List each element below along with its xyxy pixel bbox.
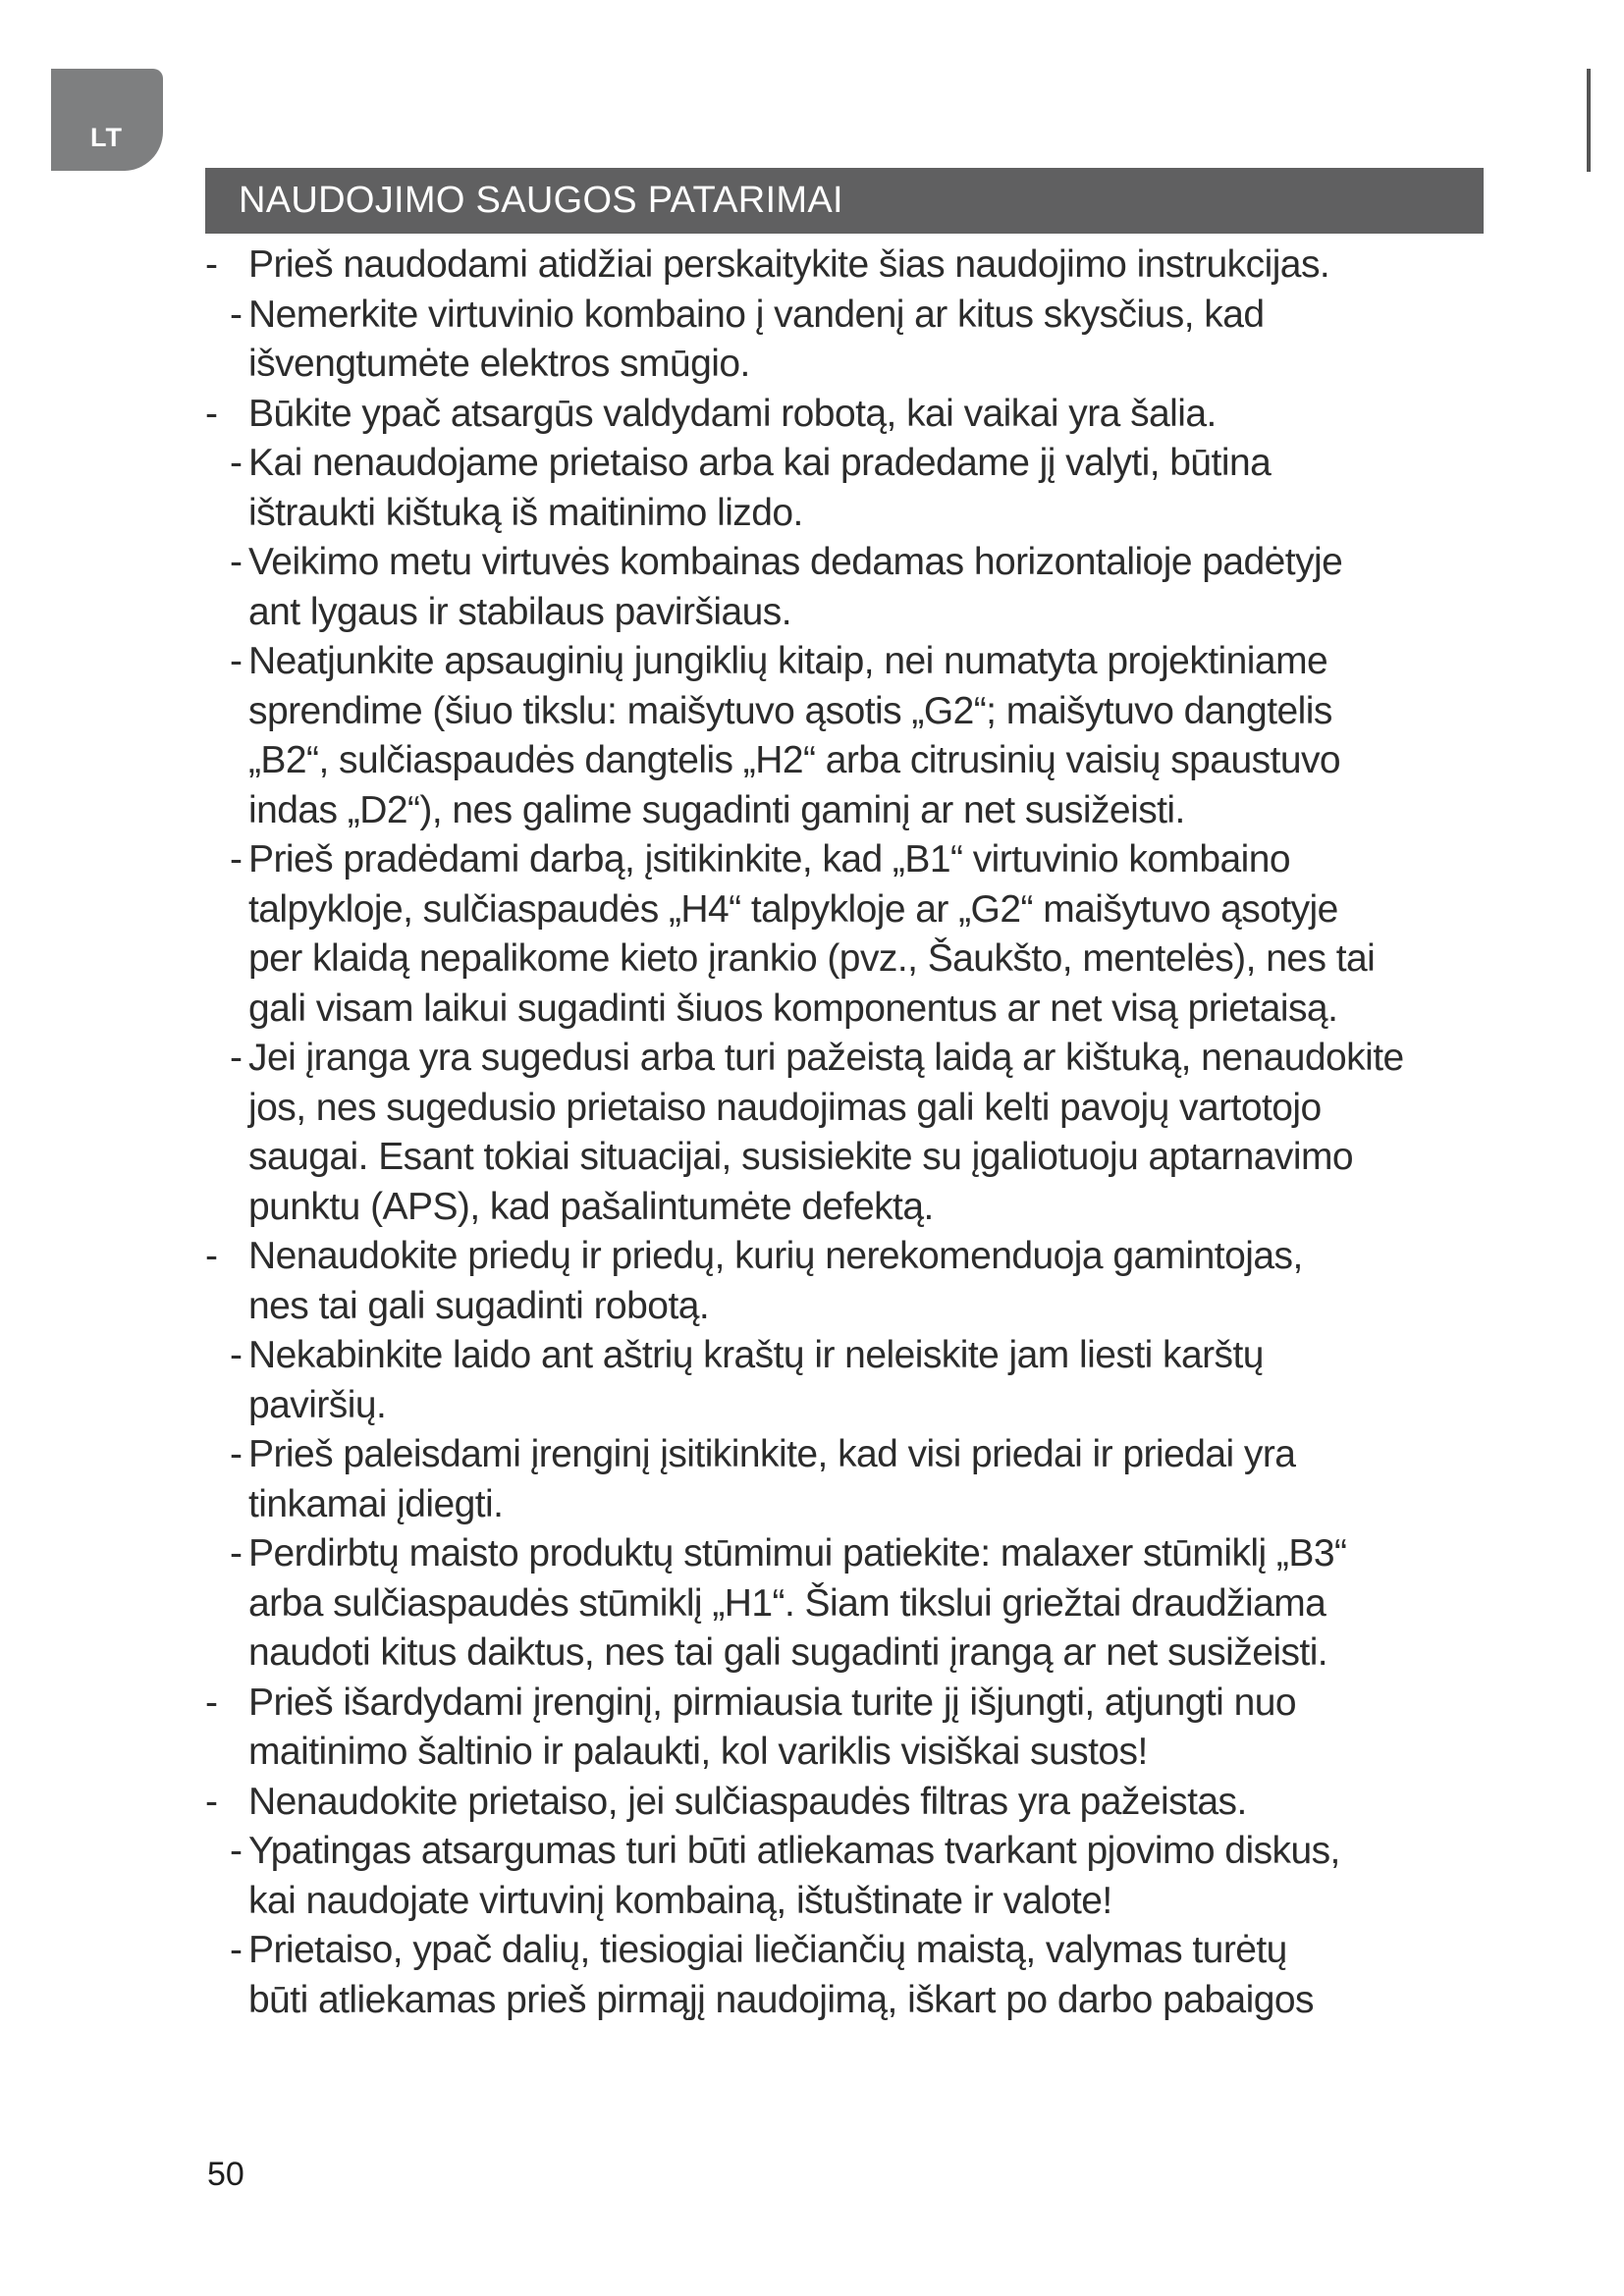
language-tab [51,69,163,171]
list-dash: - [230,1433,243,1475]
list-item [205,240,1550,291]
item-line: gali visam laikui sugadinti šiuos komponentus ar net visą prietaisą. [248,987,1338,1030]
item-line: Prietaiso, ypač dalių, tiesiogiai liečiančių maistą, valymas turėtų [248,1929,1287,1971]
list-dash: - [205,1681,218,1724]
section-title: NAUDOJIMO SAUGOS PATARIMAI [239,180,843,221]
item-line: maitinimo šaltinio ir palaukti, kol variklis visiškai sustos! [248,1731,1148,1773]
item-line: saugai. Esant tokiai situacijai, susisiekite su įgaliotuoju aptarnavimo [248,1136,1354,1178]
list-item [205,1827,1550,1926]
item-line: Neatjunkite apsauginių jungiklių kitaip, nei numatyta projektiniame [248,640,1328,682]
item-line: Nenaudokite priedų ir priedų, kurių nerekomenduoja gamintojas, [248,1235,1303,1277]
list-item [205,390,1550,440]
list-dash: - [230,293,243,336]
list-dash: - [205,243,218,286]
item-line: Prieš išardydami įrenginį, pirmiausia turite jį išjungti, atjungti nuo [248,1681,1297,1724]
list-dash: - [230,541,243,583]
item-line: Kai nenaudojame prietaiso arba kai pradedame jį valyti, būtina [248,442,1272,484]
page-number: 50 [207,2156,244,2193]
list-item [205,439,1550,538]
item-line: Prieš paleisdami įrenginį įsitikinkite, kad visi priedai ir priedai yra [248,1433,1296,1475]
list-dash: - [205,392,218,435]
list-item [205,1529,1550,1679]
item-line: išvengtumėte elektros smūgio. [248,343,750,385]
section-header [205,168,1484,234]
item-line: per klaidą nepalikome kieto įrankio (pvz., Šaukšto, mentelės), nes tai [248,937,1376,980]
item-line: naudoti kitus daiktus, nes tai gali sugadinti įrangą ar net susižeisti. [248,1631,1328,1674]
item-line: būti atliekamas prieš pirmąjį naudojimą, iškart po darbo pabaigos [248,1978,1315,2021]
item-line: sprendime (šiuo tikslu: maišytuvo ąsotis „G2“; maišytuvo dangtelis [248,689,1332,732]
list-dash: - [230,838,243,881]
list-dash: - [230,1037,243,1079]
list-dash: - [205,1235,218,1277]
safety-list [205,240,1550,2025]
list-dash: - [230,1532,243,1575]
item-line: tinkamai įdiegti. [248,1482,504,1525]
item-line: Būkite ypač atsargūs valdydami robotą, kai vaikai yra šalia. [248,392,1217,435]
item-line: Prieš pradėdami darbą, įsitikinkite, kad „B1“ virtuvinio kombaino [248,838,1291,881]
item-line: nes tai gali sugadinti robotą. [248,1284,710,1327]
item-line: Ypatingas atsargumas turi būti atliekamas tvarkant pjovimo diskus, [248,1830,1340,1872]
item-line: jos, nes sugedusio prietaiso naudojimas gali kelti pavojų vartotojo [248,1086,1322,1129]
item-line: Nenaudokite prietaiso, jei sulčiaspaudės filtras yra pažeistas. [248,1780,1247,1823]
page-edge-line [1587,69,1591,172]
list-item [205,637,1550,835]
list-item [205,1778,1550,1828]
item-line: Veikimo metu virtuvės kombainas dedamas horizontalioje padėtyje [248,541,1343,583]
list-item [205,1232,1550,1331]
list-item [205,538,1550,637]
item-line: Nemerkite virtuvinio kombaino į vandenį ar kitus skysčius, kad [248,293,1265,336]
item-line: talpykloje, sulčiaspaudės „H4“ talpykloje ar „G2“ maišytuvo ąsotyje [248,887,1338,931]
list-dash: - [230,1929,243,1971]
list-dash: - [230,1830,243,1872]
list-dash: - [230,442,243,484]
item-line: kai naudojate virtuvinį kombainą, ištuštinate ir valote! [248,1879,1112,1922]
list-dash: - [205,1780,218,1823]
item-line: ant lygaus ir stabilaus paviršiaus. [248,590,792,633]
item-line: punktu (APS), kad pašalintumėte defektą. [248,1185,934,1228]
item-line: Jei įranga yra sugedusi arba turi pažeistą laidą ar kištuką, nenaudokite [248,1037,1404,1079]
list-item [205,291,1550,390]
item-line: arba sulčiaspaudės stūmiklį „H1“. Šiam tikslui griežtai draudžiama [248,1581,1326,1625]
item-line: Perdirbtų maisto produktų stūmimui patiekite: malaxer stūmiklį „B3“ [248,1532,1347,1575]
list-item [205,1034,1550,1232]
item-line: Prieš naudodami atidžiai perskaitykite šias naudojimo instrukcijas. [248,243,1330,286]
list-item [205,835,1550,1034]
item-line: „B2“, sulčiaspaudės dangtelis „H2“ arba citrusinių vaisių spaustuvo [248,739,1341,781]
list-dash: - [230,640,243,682]
item-line: ištraukti kištuką iš maitinimo lizdo. [248,491,803,534]
list-item [205,1331,1550,1430]
list-item [205,1926,1550,2025]
list-dash: - [230,1334,243,1376]
item-line: indas „D2“), nes galime sugadinti gaminį ar net susižeisti. [248,788,1185,831]
item-line: paviršių. [248,1383,387,1426]
list-item [205,1679,1550,1778]
language-code: LT [90,123,123,152]
list-item [205,1430,1550,1529]
item-line: Nekabinkite laido ant aštrių kraštų ir neleiskite jam liesti karštų [248,1334,1264,1376]
